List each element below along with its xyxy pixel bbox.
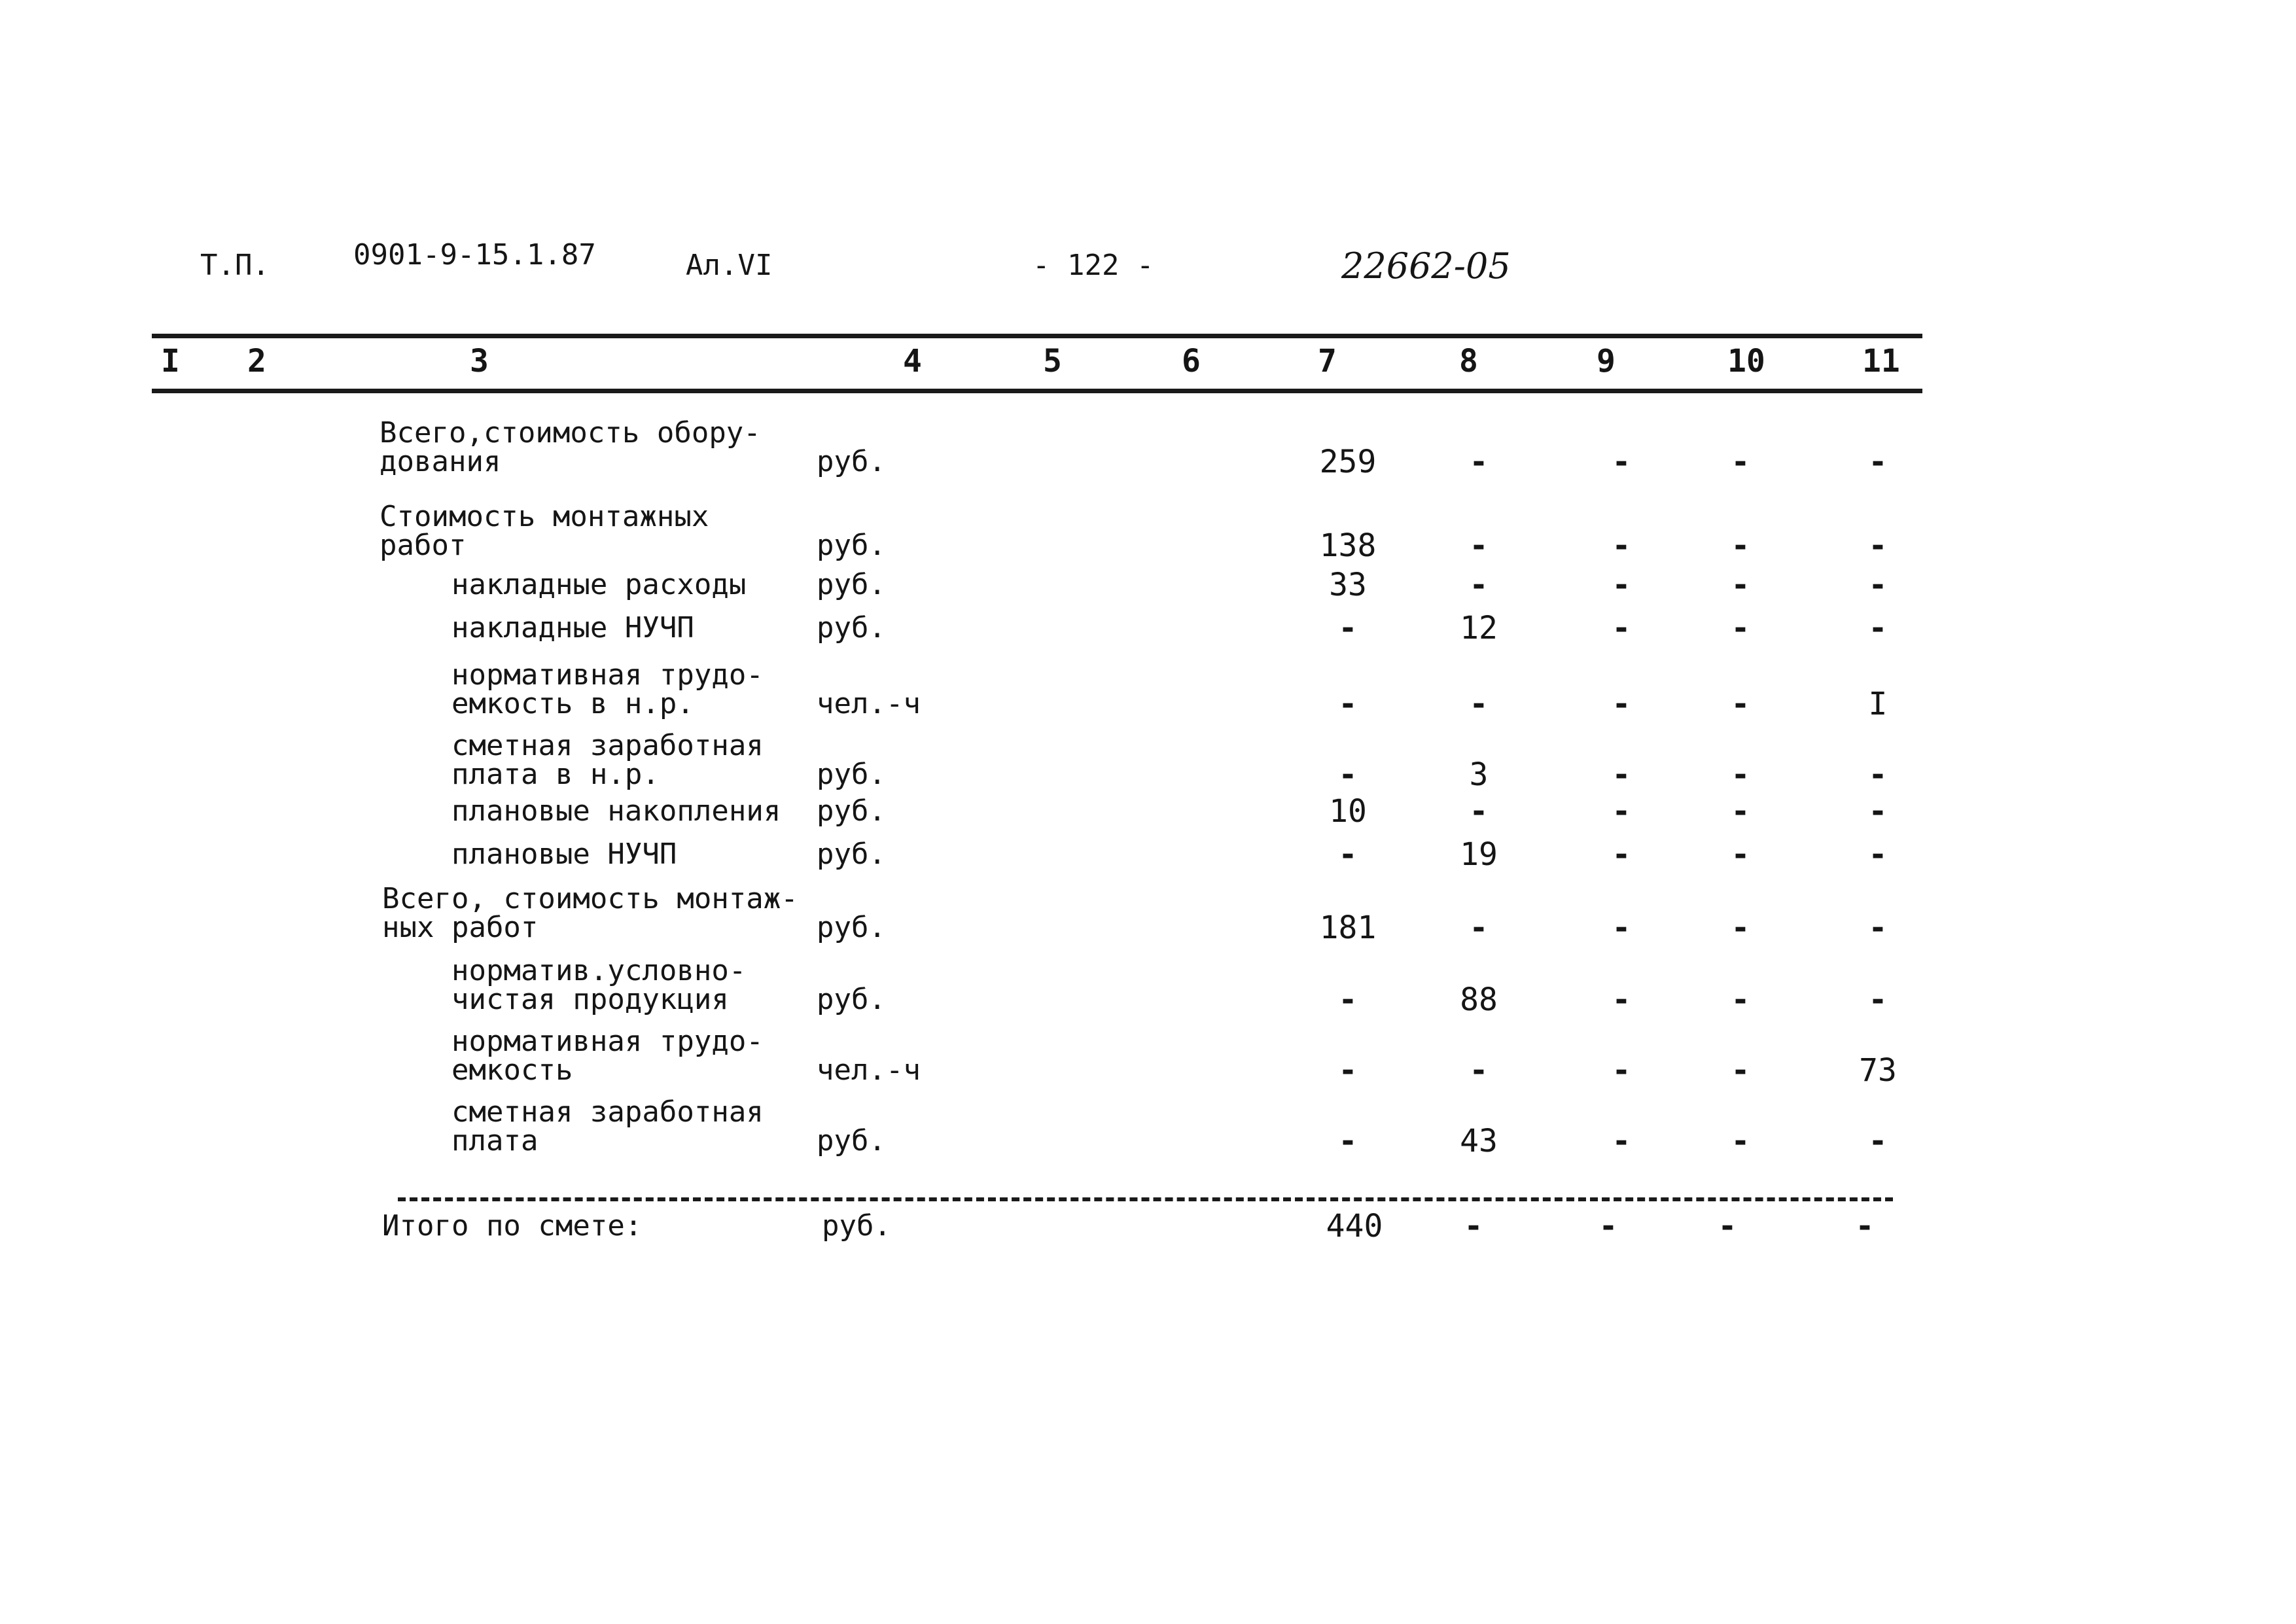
column-number-1: I (161, 343, 180, 380)
row-label: чистая продукция (451, 983, 729, 1016)
column-number-10: 10 (1727, 343, 1765, 380)
row-unit: руб. (817, 529, 886, 562)
column-number-6: 6 (1182, 343, 1201, 380)
row-label: работ (380, 529, 467, 562)
column-number-4: 4 (903, 343, 922, 380)
row-unit: чел.-ч (817, 1053, 921, 1087)
table-header-rule (152, 389, 1922, 393)
row-cell-col9: - (1612, 610, 1631, 646)
row-label: нормативная трудо- (451, 658, 764, 692)
total-col10: - (1718, 1208, 1737, 1244)
row-cell-col8: - (1469, 1052, 1489, 1089)
row-cell-col9: - (1612, 686, 1631, 722)
row-cell-col7: 181 (1319, 909, 1377, 946)
row-cell-col9: - (1612, 444, 1631, 480)
row-cell-col11: 73 (1859, 1052, 1897, 1089)
row-cell-col7: - (1338, 1052, 1358, 1089)
row-cell-col8: - (1469, 793, 1489, 830)
row-cell-col9: - (1612, 567, 1631, 603)
row-label: емкость (451, 1053, 573, 1087)
row-cell-col9: - (1612, 1123, 1631, 1159)
row-unit: руб. (817, 758, 886, 791)
row-cell-col10: - (1731, 836, 1750, 873)
row-cell-col10: - (1731, 527, 1750, 564)
column-number-3: 3 (470, 343, 489, 380)
total-col11: - (1855, 1208, 1875, 1244)
row-cell-col11: I (1868, 686, 1888, 722)
table-top-rule (152, 334, 1922, 338)
row-unit: руб. (817, 445, 886, 478)
row-label: сметная заработная (451, 1095, 764, 1129)
column-number-2: 2 (247, 343, 266, 380)
row-cell-col10: - (1731, 756, 1750, 793)
page-number: - 122 - (1033, 249, 1154, 282)
row-cell-col11: - (1868, 527, 1888, 564)
row-cell-col11: - (1868, 836, 1888, 873)
row-cell-col8: 3 (1469, 756, 1489, 793)
total-col8: - (1464, 1208, 1483, 1244)
row-label: плановые накопления (451, 794, 781, 828)
row-cell-col8: - (1469, 909, 1489, 946)
row-cell-col7: 259 (1319, 444, 1377, 480)
row-cell-col7: - (1338, 686, 1358, 722)
row-cell-col11: - (1868, 1123, 1888, 1159)
row-label: нормативная трудо- (451, 1025, 764, 1058)
row-cell-col10: - (1731, 567, 1750, 603)
row-label: емкость в н.р. (451, 687, 694, 720)
row-cell-col7: - (1338, 756, 1358, 793)
total-separator (398, 1197, 1893, 1201)
row-cell-col11: - (1868, 981, 1888, 1018)
row-cell-col11: - (1868, 567, 1888, 603)
row-unit: руб. (817, 983, 886, 1016)
row-label: плановые НУЧП (451, 838, 677, 871)
row-label: накладные расходы (451, 568, 747, 601)
row-cell-col8: - (1469, 567, 1489, 603)
row-cell-col10: - (1731, 981, 1750, 1018)
row-label: норматив.условно- (451, 954, 747, 987)
row-cell-col11: - (1868, 909, 1888, 946)
row-label: дования (380, 445, 501, 478)
column-number-9: 9 (1597, 343, 1616, 380)
column-number-11: 11 (1862, 343, 1900, 380)
row-cell-col9: - (1612, 836, 1631, 873)
row-label: Всего,стоимость обору- (380, 416, 761, 450)
row-cell-col8: 88 (1460, 981, 1498, 1018)
row-cell-col9: - (1612, 981, 1631, 1018)
row-label: Стоимость монтажных (380, 500, 709, 533)
row-cell-col11: - (1868, 444, 1888, 480)
column-number-8: 8 (1459, 343, 1478, 380)
row-cell-col10: - (1731, 444, 1750, 480)
row-cell-col10: - (1731, 686, 1750, 722)
row-label: плата (451, 1124, 539, 1157)
row-unit: руб. (817, 1124, 886, 1157)
doc-type: Т.П. (200, 249, 270, 282)
row-unit: руб. (817, 838, 886, 871)
row-label: Всего, стоимость монтаж- (382, 882, 798, 915)
row-unit: руб. (817, 611, 886, 644)
row-unit: руб. (817, 794, 886, 828)
row-label: накладные НУЧП (451, 611, 694, 644)
row-cell-col10: - (1731, 1123, 1750, 1159)
row-cell-col10: - (1731, 1052, 1750, 1089)
row-cell-col9: - (1612, 793, 1631, 830)
row-cell-col9: - (1612, 527, 1631, 564)
row-cell-col8: 12 (1460, 610, 1498, 646)
row-cell-col11: - (1868, 756, 1888, 793)
row-unit: руб. (817, 911, 886, 944)
row-cell-col10: - (1731, 909, 1750, 946)
row-cell-col7: - (1338, 981, 1358, 1018)
row-cell-col10: - (1731, 610, 1750, 646)
row-label: сметная заработная (451, 729, 764, 762)
row-cell-col11: - (1868, 610, 1888, 646)
row-cell-col8: 19 (1460, 836, 1498, 873)
column-number-7: 7 (1318, 343, 1337, 380)
row-cell-col10: - (1731, 793, 1750, 830)
row-label: плата в н.р. (451, 758, 660, 791)
row-cell-col9: - (1612, 909, 1631, 946)
row-cell-col11: - (1868, 793, 1888, 830)
row-cell-col8: - (1469, 444, 1489, 480)
row-cell-col9: - (1612, 756, 1631, 793)
row-cell-col9: - (1612, 1052, 1631, 1089)
row-label: ных работ (382, 911, 539, 944)
row-unit: чел.-ч (817, 687, 921, 720)
column-number-5: 5 (1043, 343, 1062, 380)
row-cell-col8: - (1469, 686, 1489, 722)
project-code: 0901-9-15.1.87 (353, 238, 596, 272)
row-cell-col8: - (1469, 527, 1489, 564)
row-cell-col7: - (1338, 610, 1358, 646)
total-label: Итого по смете: (382, 1209, 643, 1243)
total-unit: руб. (822, 1209, 891, 1243)
row-cell-col7: - (1338, 836, 1358, 873)
album-number: Ал.VI (686, 249, 773, 282)
total-col7: 440 (1326, 1208, 1383, 1244)
total-col9: - (1598, 1208, 1618, 1244)
registration-number: 22662-05 (1341, 245, 1511, 287)
row-cell-col8: 43 (1460, 1123, 1498, 1159)
row-cell-col7: - (1338, 1123, 1358, 1159)
row-unit: руб. (817, 568, 886, 601)
row-cell-col7: 138 (1319, 527, 1377, 564)
row-cell-col7: 33 (1329, 567, 1367, 603)
row-cell-col7: 10 (1329, 793, 1367, 830)
